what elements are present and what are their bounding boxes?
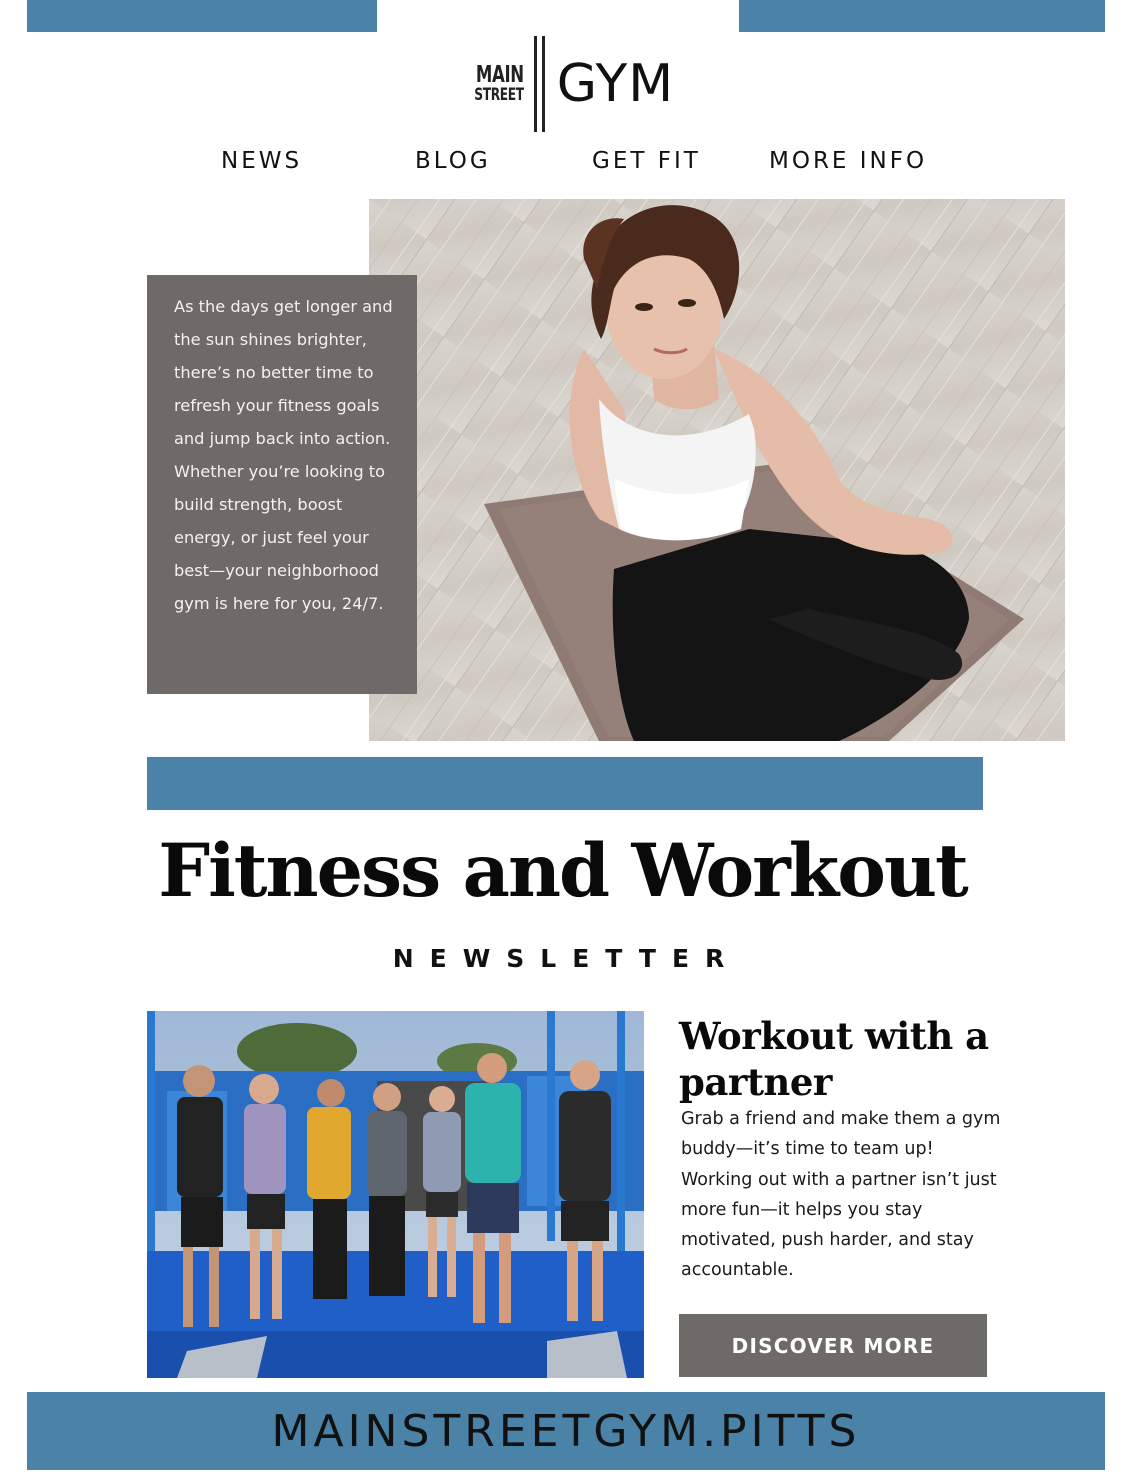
partner-section-title: Workout with a partner xyxy=(679,1014,989,1104)
logo-small-text xyxy=(474,64,524,104)
partner-paragraph-2: Working out with a partner isn’t just more fun—it helps you stay motivated, push harder, and stay accountable. xyxy=(681,1169,997,1281)
nav-item-get-fit[interactable]: GET FIT xyxy=(592,148,701,174)
nav-item-news[interactable]: NEWS xyxy=(221,148,303,174)
intro-text: As the days get longer and the sun shines brighter, there’s no better time to refresh your fitness goals and jump back into action. Whether you’re looking to build strength, boost energy, or just feel your best—your neighborhood gym is here for you, 24/7. xyxy=(174,297,393,613)
hero-yoga-photo xyxy=(369,199,1065,741)
gym-logo[interactable] xyxy=(455,36,674,132)
partner-section-body xyxy=(681,1104,1001,1286)
footer-bar xyxy=(27,1392,1105,1470)
discover-more-button[interactable]: DISCOVER MORE xyxy=(679,1314,987,1377)
nav-item-blog[interactable]: BLOG xyxy=(415,148,491,174)
top-left-accent-bar xyxy=(27,0,377,32)
intro-panel xyxy=(147,275,417,694)
top-right-accent-bar xyxy=(739,0,1105,32)
logo-line2: STREET xyxy=(474,85,524,105)
group-workout-photo xyxy=(147,1011,644,1378)
logo-divider-lines xyxy=(534,36,545,132)
nav-item-more-info[interactable]: MORE INFO xyxy=(769,148,928,174)
main-nav xyxy=(0,148,1125,178)
newsletter-subtitle: NEWSLETTER xyxy=(392,944,741,973)
newsletter-title: Fitness and Workout xyxy=(158,828,967,914)
partner-paragraph-1: Grab a friend and make them a gym buddy—it’s time to team up! xyxy=(681,1109,1001,1160)
logo-brand: GYM xyxy=(556,54,675,114)
logo-line1: MAIN xyxy=(475,62,524,88)
footer-website-link[interactable]: MAINSTREETGYM.PITTS xyxy=(271,1405,861,1457)
mid-accent-bar xyxy=(147,757,983,810)
